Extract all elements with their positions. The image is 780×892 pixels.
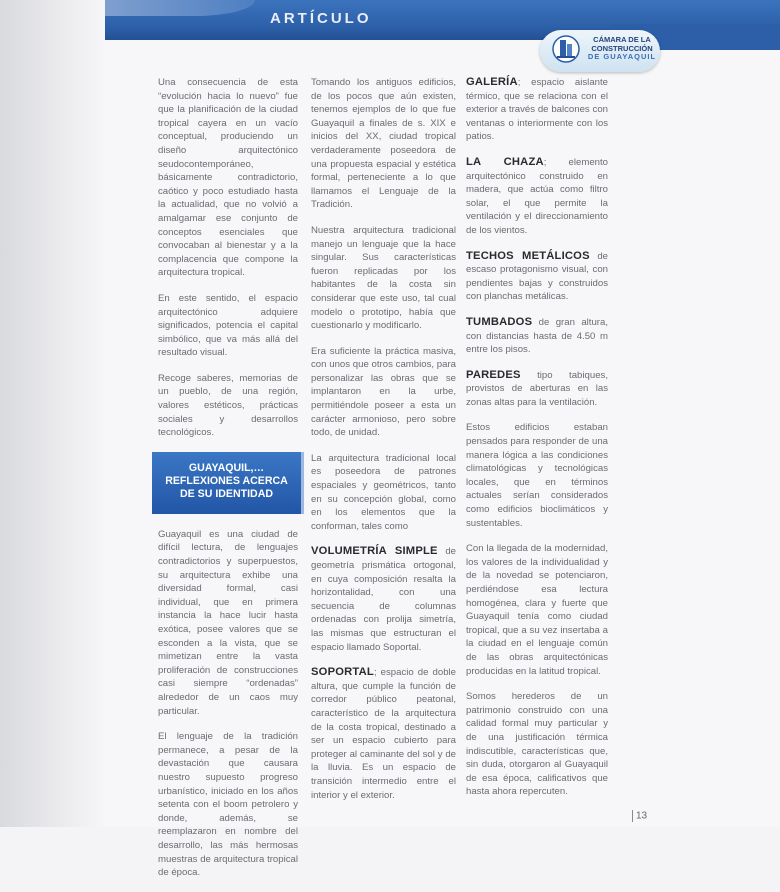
logo-text [582,36,662,62]
section-label: ARTÍCULO [270,10,372,27]
term-description: tipo tabiques, provistos de aberturas en las zonas altas para la ventilación. [466,369,608,408]
term-description: de escaso protagonismo visual, con pendientes bajas y construidos con planchas metálicas. [466,250,608,303]
term-soportal: SOPORTAL [311,666,374,679]
subheading-line-2: REFLEXIONES ACERCA [165,474,288,487]
term-description: ; espacio aislante térmico, que se relaciona con el exterior a través de balcones con ventanas o interiormente con los patios. [466,77,608,143]
logo-line-2: CONSTRUCCIÓN [591,43,653,53]
paragraph [466,156,608,238]
text-column-2 [311,76,456,814]
term-volumetria: VOLUMETRÍA SIMPLE [311,545,438,558]
page-number-divider [632,810,633,822]
term-description: de gran altura, con distancias hasta de 4.50 m entre los pisos. [466,316,608,356]
paragraph: El lenguaje de la tradición permanece, a pesar de la devastación que causara nuestro supuesto progreso urbanístico, iniciado en los años setenta con el boom petrolero y donde, además, se reemplazaron en nombre del desarrollo, las más hermosas muestras de arquitectura tropical de época. [158,731,298,879]
text-column-3 [466,76,608,811]
term-paredes: PAREDES [466,368,521,381]
term-description: de geometría prismática ortogonal, en cuya composición resalta la horizontalidad, con una secuencia de columnas ordenadas con prolija simetría, las mismas que estructuran el espacio llamado Soportal. [311,546,457,653]
logo-line-1: CÁMARA DE LA [593,35,651,44]
paragraph: Con la llegada de la modernidad, los valores de la individualidad y de la novedad se potenciaron, perdiéndose esa lectura homogénea, clara y fuerte que Guayaquil tenía como ciudad tropical, que a su vez insertaba a la ciudad en el lenguaje común de las obras arquitectónicas producidas en la latitud tropical. [466,543,608,677]
logo-line-3: DE GUAYAQUIL [587,52,657,61]
subheading-line-3: DE SU IDENTIDAD [180,487,273,500]
building-logo-icon [552,34,580,64]
paragraph: Guayaquil es una ciudad de difícil lectura, de lenguajes contradictorios y superpuestos, su arquitectura exhibe una diversidad formal, casi individual, que en primera instancia la hace lucir hasta exótica, posee valores que se esconden a la vista, que se mimetizan entre la vasta proliferación de construcciones casi siempre “ordenadas” alrededor de un caos muy particular. [158,528,298,717]
paragraph: Somos herederos de un patrimonio construido con una calidad formal muy particular y de una justificación térmica indiscutible, características que, sin duda, otorgaron al Guayaquil de esa época, calificativos que hasta ahora repercuten. [466,691,608,798]
term-la-chaza: LA CHAZA [466,155,544,168]
paragraph [466,250,608,304]
subheading-line-1: GUAYAQUIL,… [188,461,265,474]
page-number [632,810,647,822]
term-description: ; espacio de doble altura, que cumple la función de corredor público peatonal, característico de la arquitectura de la costa tropical, destinado a ser un espacio cubierto para proteger al caminante del sol y de la lluvia. Es un espacio de transición intermedio entre el interior y el exterior. [311,667,456,801]
paragraph [311,545,456,654]
paragraph: En este sentido, el espacio arquitectónico adquiere significados, potencia el capital simbólico, que va más allá del resultado visual. [158,292,298,359]
paragraph [466,316,608,357]
paragraph [466,369,608,410]
term-galeria: GALERÍA [466,76,518,88]
paragraph: Tomando los antiguos edificios, de los pocos que aún existen, tenemos ejemplos de lo que fue Guayaquil a finales de s. XIX e inicios del XX, ciudad tropical verdaderamente poseedora de una propuesta espacial y estética formal, perteneciente a lo que llamamos el Lenguaje de la Tradición. [311,77,456,211]
paragraph: Nuestra arquitectura tradicional manejo un lenguaje que la hace singular. Sus características fueron replicadas por los habitantes de la costa sin considerar que este uso, tal cual modelo o prototipo, había que cuestionarlo y modificarlo. [311,224,456,332]
paragraph: Una consecuencia de esta “evolución hacia lo nuevo” fue que la planificación de la ciudad tropical cayera en un vacío conceptual, produciendo un diseño arquitectónico seudocontemporáneo, básicamente contradictorio, caótico y poco estudiado hasta la actualidad, que no volvió a amalgamar ese conjunto de conceptos esenciales que convocaban al bienestar y a la complacencia que compone la arquitectura tropical. [158,77,298,279]
term-tumbados: TUMBADOS [466,315,533,328]
paragraph: Recoge saberes, memorias de un pueblo, de una región, valores estéticos, prácticas sociales y desarrollos tecnológicos. [158,372,298,439]
paragraph: Era suficiente la práctica masiva, con unos que otros cambios, para personalizar las obras que se implantaron en la urbe, permitiéndole poseer a esta un carácter armonioso, pero sobre todo, de unidad. [311,345,456,439]
paragraph [311,666,456,802]
page-number-value: 13 [636,810,648,822]
paragraph: Estos edificios estaban pensados para responder de una manera lógica a las condiciones climatológicas y tecnológicas locales, que en términos actuales serían considerados como edificios bioclimáticos y sustentables. [466,422,608,529]
term-description: ; elemento arquitectónico construido en madera, que actúa como filtro solar, el que permite la ventilación y el direccionamiento de los vientos. [466,156,608,236]
text-column-1 [158,76,298,892]
paragraph: La arquitectura tradicional local es poseedora de patrones espaciales y geométricos, tanto en su concepción global, como en los elementos que la conforman, tales como [311,452,456,532]
page-gutter-shadow [0,0,105,827]
term-techos-metalicos: TECHOS METÁLICOS [466,249,590,262]
subheading-box [152,452,304,514]
paragraph [466,76,608,144]
